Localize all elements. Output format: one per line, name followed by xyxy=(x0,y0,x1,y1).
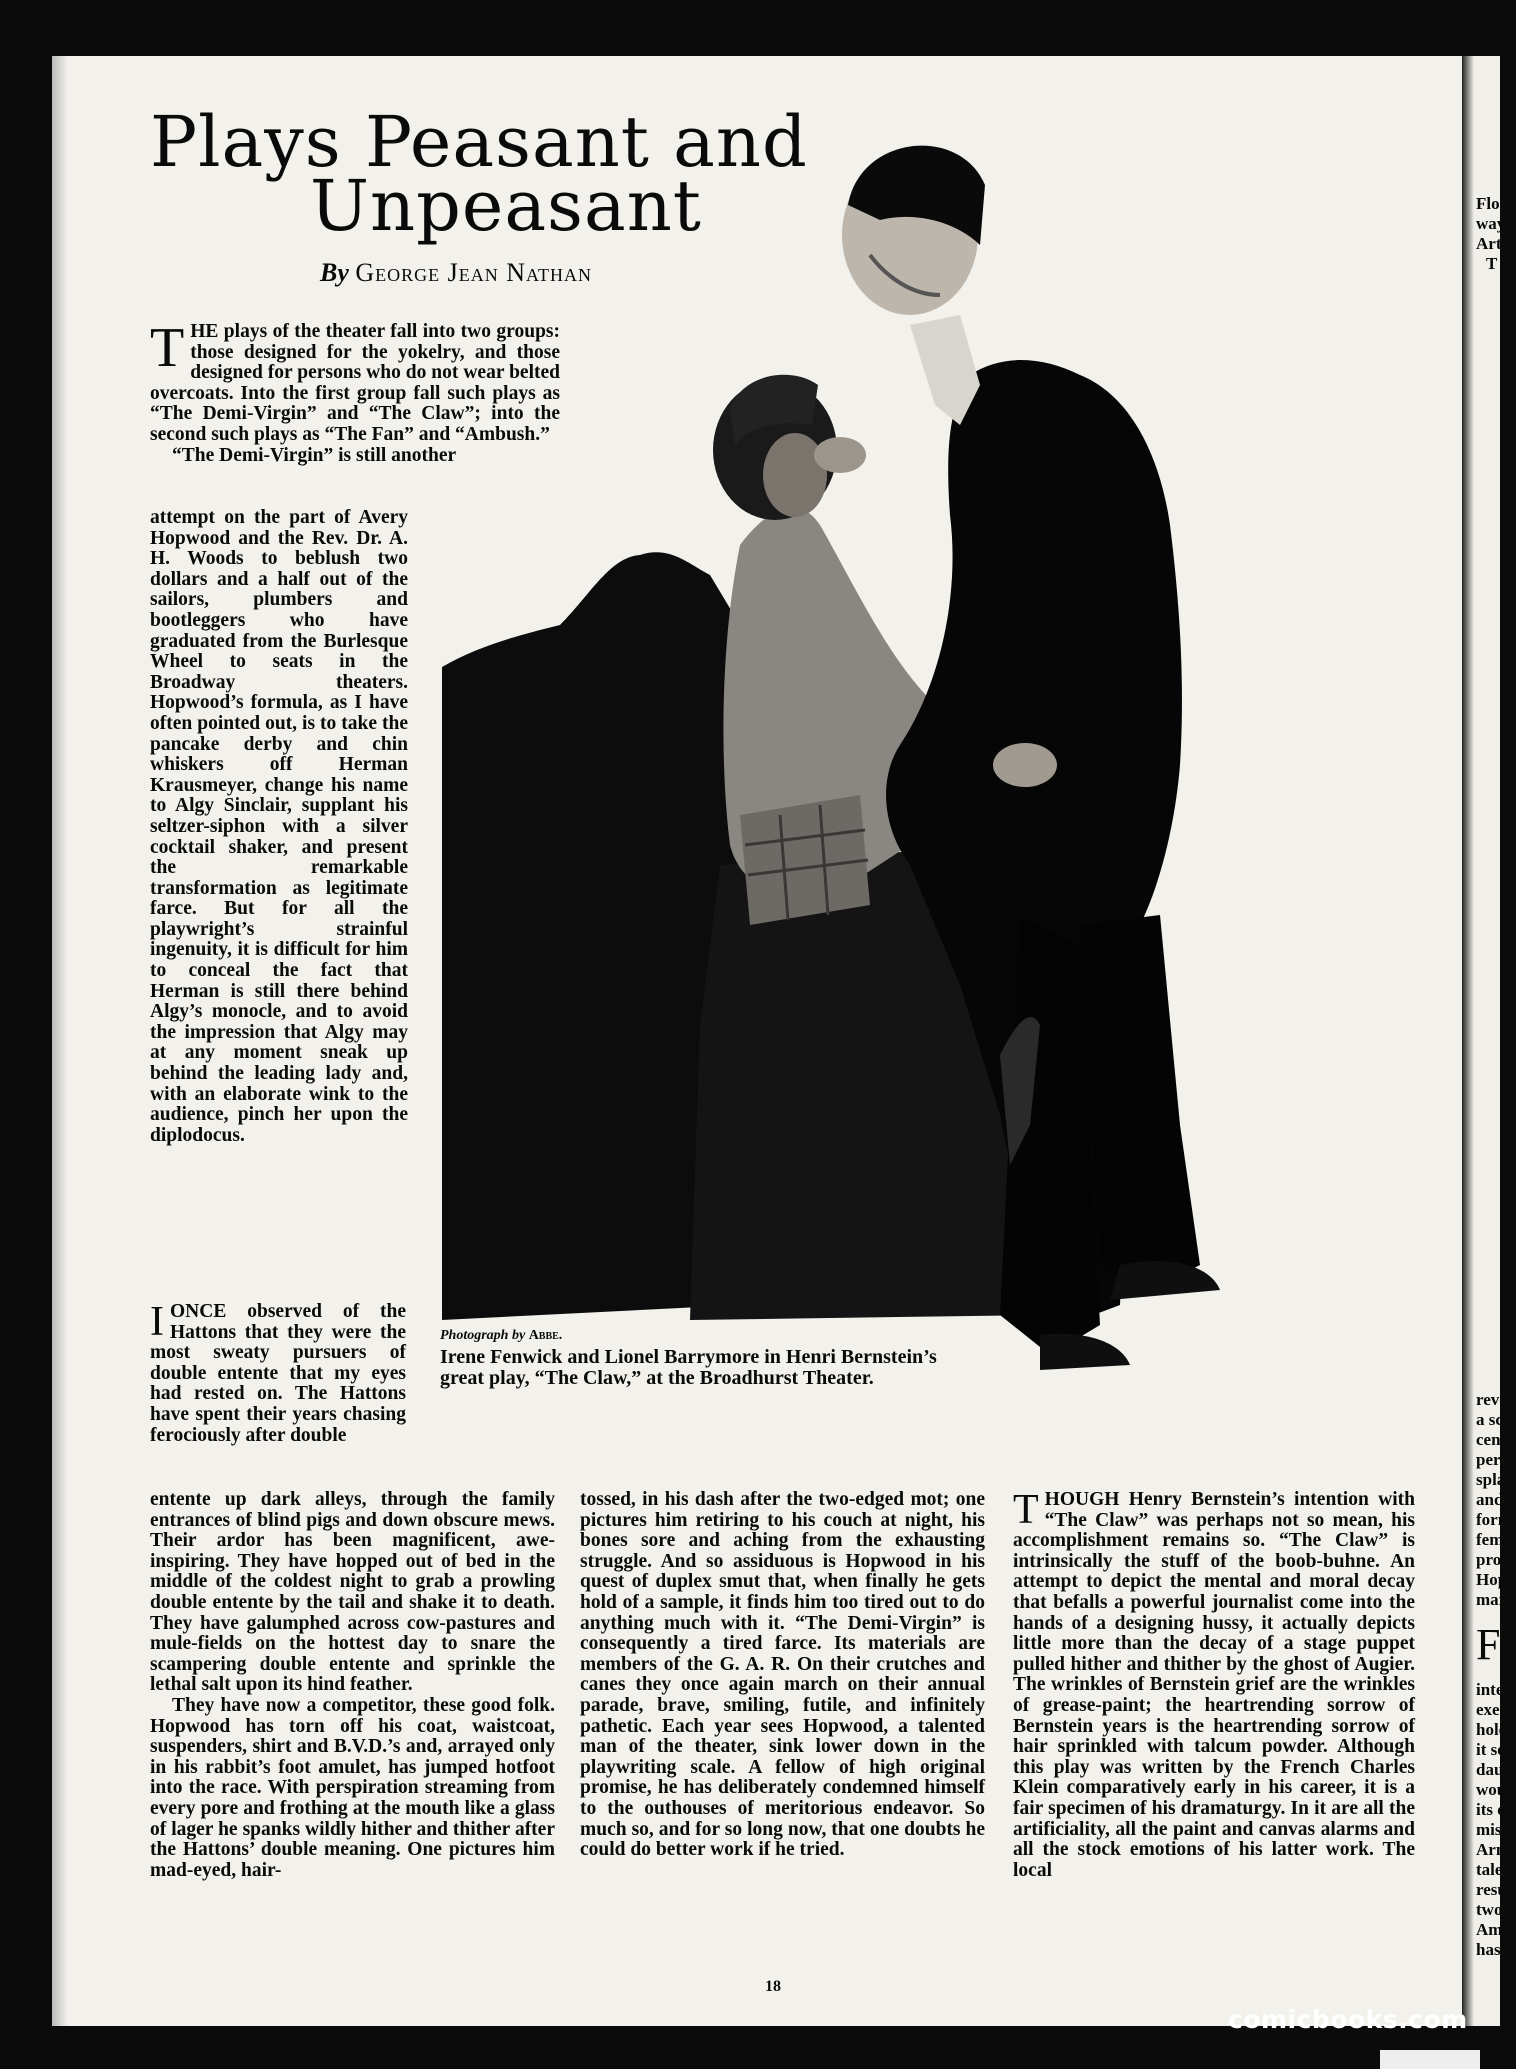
paragraph: They have now a competitor, these good folk. Hopwood has torn off his coat, waistcoat, suspenders, shirt and B.V.D.’s and, arrayed only in his rabbit’s foot amulet, has jumped hotfoot into the race. With perspiration streaming from every pore and frothing at the mouth like a glass of lager he spanks wildly hither and thither after the Hattons’ double meaning. One pictures him mad-eyed, hair- xyxy=(150,1694,555,1881)
adjacent-line: tale xyxy=(1476,1860,1503,1879)
adjacent-line: perf xyxy=(1476,1450,1507,1469)
adjacent-line: it se xyxy=(1476,1740,1505,1759)
photo-credit-name: Abbe. xyxy=(528,1328,563,1343)
column-1-top xyxy=(150,317,560,466)
adjacent-line: Ame xyxy=(1476,1920,1510,1939)
adjacent-line: daug xyxy=(1476,1760,1512,1779)
photograph xyxy=(440,125,1420,1445)
column-2 xyxy=(580,1490,985,1861)
spine-shadow xyxy=(52,56,68,2026)
adjacent-line: cent xyxy=(1476,1430,1507,1449)
paragraph: “The Demi-Virgin” is still another xyxy=(172,444,457,466)
adjacent-line: a sc xyxy=(1476,1410,1503,1429)
watermark-logo: comicbooks.com xyxy=(1228,2005,1468,2034)
column-1-narrow-lower xyxy=(150,1299,406,1446)
paragraph xyxy=(150,1299,406,1446)
column-1-narrow xyxy=(150,508,408,1146)
byline-prefix: By xyxy=(320,258,349,287)
adjacent-page xyxy=(1462,56,1516,2026)
gutter-shadow xyxy=(1462,56,1474,2026)
adjacent-line: way xyxy=(1476,214,1506,233)
adjacent-line: mise xyxy=(1476,1820,1510,1839)
adjacent-line: wou xyxy=(1476,1780,1507,1799)
adjacent-line: prod xyxy=(1476,1550,1511,1569)
drop-cap: T xyxy=(150,317,185,379)
paragraph-text: HE plays of the theater fall into two groups: those designed for the yokelry, and those designed for persons who do not wear belted overcoats. Into the first group fall such plays as “The Demi-Virgin” and “The Claw”; into the second such plays as “The Fan” and “Ambush.” xyxy=(150,321,560,445)
column-1-bottom xyxy=(150,1490,555,1881)
photo-illustration xyxy=(440,125,1420,1445)
adjacent-line: hold xyxy=(1476,1720,1509,1739)
paragraph xyxy=(150,317,560,446)
byline-author: George Jean Nathan xyxy=(355,258,593,287)
column-3 xyxy=(1013,1487,1415,1881)
paragraph-text: HOUGH Henry Bernstein’s intention with “The Claw” was perhaps not so mean, his accomplishment remains so. “The Claw” is intrinsically the stuff of the boob-buhne. An attempt to depict the mental and moral decay that befalls a powerful journalist come into the hands of a designing hussy, it actually depicts little more than the decay of a stage puppet pulled hither and thither by the ghost of Augier. The wrinkles of Bernstein grief are the wrinkles of grease-paint; the heartrending sorrow of Bernstein years is the heartrending sorrow of hair sprinkled with talcum powder. Although this play was written by the French Charles Klein comparatively early in his career, it is a fair specimen of his dramaturgy. In it are all the artificiality, all the paint and canvas alarms and all the stock emotions of his latter work. The local xyxy=(1013,1489,1415,1881)
adjacent-line: has xyxy=(1476,1940,1501,1959)
corner-tab xyxy=(1380,2050,1480,2069)
adjacent-line: exec xyxy=(1476,1700,1508,1719)
adjacent-line: fema xyxy=(1476,1530,1512,1549)
adjacent-line: mark xyxy=(1476,1590,1516,1609)
adjacent-line: Art xyxy=(1476,234,1502,253)
photo-caption: Irene Fenwick and Lionel Barrymore in Henri Bernstein’s great play, “The Claw,” at the Broadhurst Theater. xyxy=(440,1346,937,1389)
paragraph xyxy=(1013,1487,1415,1881)
adjacent-line: Hop xyxy=(1476,1570,1508,1589)
adjacent-line: intel xyxy=(1476,1680,1509,1699)
drop-cap: I xyxy=(150,1299,164,1345)
paragraph: entente up dark alleys, through the family entrances of blind pigs and down obscure mews. Their ardor has been magnificent, awe-inspiring. They have hopped out of bed in the middle of the coldest night to grab a prowling double entente by the tail and shake it to death. They have galumphed across cow-pastures and mule-fields on the hottest day to snare the scampering double entente and sprinkle the lethal salt upon its hind feather. xyxy=(150,1489,555,1696)
photo-credit xyxy=(440,1328,562,1344)
photo-credit-prefix: Photograph by xyxy=(440,1328,526,1343)
adjacent-line: F xyxy=(1476,1620,1501,1669)
adjacent-line: form xyxy=(1476,1510,1512,1529)
adjacent-line: spla xyxy=(1476,1470,1506,1489)
adjacent-line: reve xyxy=(1476,1390,1507,1409)
adjacent-line: Flo xyxy=(1476,194,1500,213)
title-line-1: Plays Peasant and xyxy=(150,101,808,183)
adjacent-line: resu xyxy=(1476,1880,1507,1899)
title-line-2: Unpeasant xyxy=(310,165,702,247)
drop-cap: T xyxy=(1013,1487,1039,1533)
adjacent-line: T xyxy=(1486,254,1498,273)
page-number: 18 xyxy=(765,1978,781,1995)
paragraph: attempt on the part of Avery Hopwood and the Rev. Dr. A. H. Woods to beblush two dollars and a half out of the sailors, plumbers and bootleggers who have graduated from the Burlesque Wheel to seats in the Broadway theaters. Hopwood’s formula, as I have often pointed out, is to take the pancake derby and chin whiskers off Herman Krausmeyer, change his name to Algy Sinclair, supplant his seltzer-siphon with a silver cocktail shaker, and present the remarkable transformation as legitimate farce. But for all the playwright’s strainful ingenuity, it is difficult for him to conceal the fact that Herman is still there behind Algy’s monocle, and to avoid the impression that Algy may at any moment sneak up behind the leading lady and, with an elaborate wink to the audience, pinch her upon the diplodocus. xyxy=(150,507,408,1146)
adjacent-line: and xyxy=(1476,1490,1504,1509)
adjacent-line: its e xyxy=(1476,1800,1505,1819)
adjacent-line: Arm xyxy=(1476,1840,1510,1859)
paragraph-text: ONCE observed of the Hattons that they were the most sweaty pursuers of double entente that my eyes had rested on. The Hattons have spent their years chasing ferociously after double xyxy=(150,1301,406,1446)
paragraph: tossed, in his dash after the two-edged mot; one pictures him retiring to his couch at night, his bones sore and aching from the exhausting struggle. And so assiduous is Hopwood in his quest of duplex smut that, when finally he gets hold of a sample, it finds him too tired out to do anything much with it. “The Demi-Virgin” is consequently a tired farce. Its materials are members of the G. A. R. On their crutches and canes they once again march on their annual parade, brave, smiling, futile, and infinitely pathetic. Each year sees Hopwood, a talented man of the theater, sink lower down in the playwriting scale. A fellow of high original promise, he has deliberately condemned himself to the outhouses of meritorious endeavor. So much so, and for so long now, that one doubts he could do better work if he tried. xyxy=(580,1489,985,1861)
adjacent-line: two, xyxy=(1476,1900,1507,1919)
